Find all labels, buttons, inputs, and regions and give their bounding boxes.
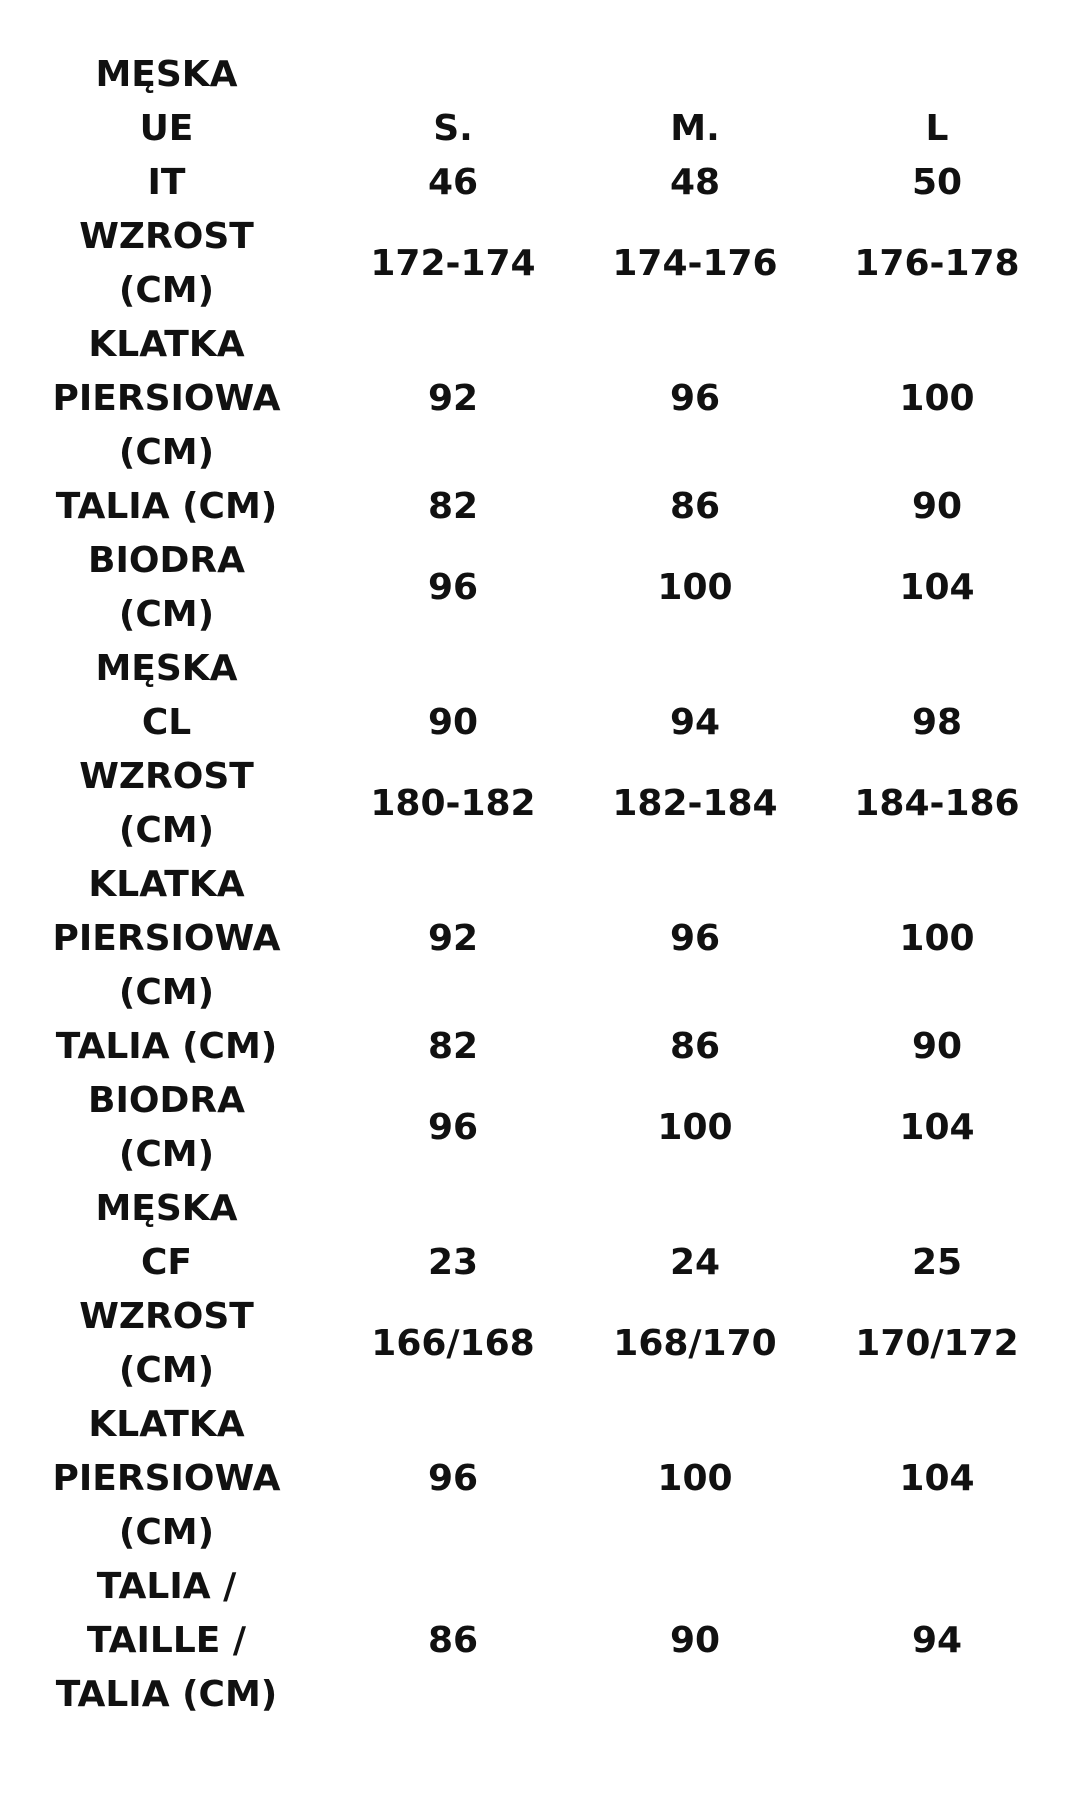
row-spacer: [1057, 210, 1080, 318]
row-spacer: [1057, 750, 1080, 858]
row-label: [0, 102, 333, 156]
row-label-line: CL: [141, 702, 192, 743]
cell-size-s: [333, 48, 573, 102]
table-row: [0, 1398, 1080, 1560]
row-label: [0, 318, 333, 480]
row-label-line: CF: [140, 1242, 192, 1283]
cell-size-s: 82: [427, 486, 479, 527]
row-spacer: [1057, 1074, 1080, 1182]
row-spacer: [1057, 858, 1080, 1020]
row-label: [0, 210, 333, 318]
cell-size-m: 100: [657, 1458, 733, 1499]
cell-size-m: [573, 48, 817, 102]
cell-size-m: 100: [657, 1107, 733, 1148]
cell-size-m: 48: [669, 162, 721, 203]
row-label-line: MĘSKA: [95, 1188, 238, 1229]
row-label-line: TALIA (CM): [55, 1026, 278, 1067]
table-row: [0, 318, 1080, 480]
cell-size-s: [333, 1182, 573, 1236]
table-row: [0, 1074, 1080, 1182]
cell-size-m: 100: [657, 567, 733, 608]
row-label: [0, 1020, 333, 1074]
row-spacer: [1057, 102, 1080, 156]
cell-size-s: 23: [427, 1242, 479, 1283]
cell-size-m: [573, 1182, 817, 1236]
table-row: [0, 480, 1080, 534]
row-label-line: TALIA (CM): [55, 486, 278, 527]
cell-size-l: [817, 642, 1057, 696]
cell-size-m: 96: [669, 378, 721, 419]
row-label: [0, 156, 333, 210]
row-label-line: WZROST: [79, 756, 254, 797]
cell-size-m: 168/170: [613, 1323, 777, 1364]
row-label-line: UE: [139, 108, 194, 149]
table-row: [0, 156, 1080, 210]
row-label-line: TAILLE /: [86, 1620, 247, 1661]
row-label-line: MĘSKA: [95, 54, 238, 95]
cell-size-l: 170/172: [855, 1323, 1019, 1364]
cell-size-m: 96: [669, 918, 721, 959]
cell-size-l: 50: [911, 162, 963, 203]
cell-size-l: 94: [911, 1620, 963, 1661]
cell-size-l: 104: [899, 567, 975, 608]
row-label-line: WZROST: [79, 216, 254, 257]
cell-size-s: 96: [427, 1458, 479, 1499]
row-label: [0, 1398, 333, 1560]
row-label-line: (CM): [118, 1512, 215, 1553]
row-label-line: (CM): [118, 1350, 215, 1391]
size-chart-body: [0, 48, 1080, 1722]
row-spacer: [1057, 1398, 1080, 1560]
cell-size-l: 90: [911, 1026, 963, 1067]
size-chart-table: [0, 48, 1080, 1722]
row-label-line: MĘSKA: [95, 648, 238, 689]
table-row: [0, 696, 1080, 750]
row-label: [0, 534, 333, 642]
row-label: [0, 1560, 333, 1722]
cell-size-l: L: [925, 108, 949, 149]
row-spacer: [1057, 1182, 1080, 1236]
cell-size-l: 104: [899, 1458, 975, 1499]
cell-size-s: 172-174: [370, 243, 536, 284]
row-label: [0, 1074, 333, 1182]
row-label-line: (CM): [118, 810, 215, 851]
cell-size-m: [573, 642, 817, 696]
row-label-line: KLATKA: [88, 864, 245, 905]
row-label: [0, 858, 333, 1020]
cell-size-s: 46: [427, 162, 479, 203]
row-spacer: [1057, 480, 1080, 534]
row-spacer: [1057, 642, 1080, 696]
cell-size-m: 86: [669, 1026, 721, 1067]
cell-size-m: 94: [669, 702, 721, 743]
row-label: [0, 48, 333, 102]
cell-size-s: [333, 642, 573, 696]
table-row: [0, 534, 1080, 642]
table-row: [0, 1560, 1080, 1722]
cell-size-s: S.: [433, 108, 473, 149]
row-label: [0, 642, 333, 696]
row-spacer: [1057, 1560, 1080, 1722]
cell-size-l: 90: [911, 486, 963, 527]
row-label-line: BIODRA: [88, 540, 245, 581]
row-label-line: (CM): [118, 972, 215, 1013]
table-row: [0, 642, 1080, 696]
row-label: [0, 480, 333, 534]
cell-size-s: 180-182: [370, 783, 536, 824]
row-spacer: [1057, 318, 1080, 480]
table-row: [0, 858, 1080, 1020]
cell-size-m: 174-176: [612, 243, 778, 284]
cell-size-l: [817, 48, 1057, 102]
row-label-line: PIERSIOWA: [52, 378, 281, 419]
row-spacer: [1057, 1236, 1080, 1290]
cell-size-s: 166/168: [371, 1323, 535, 1364]
cell-size-s: 82: [427, 1026, 479, 1067]
row-label-line: WZROST: [79, 1296, 254, 1337]
cell-size-l: 176-178: [854, 243, 1020, 284]
row-label-line: PIERSIOWA: [52, 1458, 281, 1499]
cell-size-s: 96: [427, 567, 479, 608]
table-row: [0, 48, 1080, 102]
cell-size-l: [817, 1182, 1057, 1236]
cell-size-l: 100: [899, 918, 975, 959]
row-label-line: IT: [147, 162, 186, 203]
table-row: [0, 1182, 1080, 1236]
table-row: [0, 1236, 1080, 1290]
table-row: [0, 102, 1080, 156]
cell-size-s: 86: [427, 1620, 479, 1661]
cell-size-l: 25: [911, 1242, 963, 1283]
row-label: [0, 1182, 333, 1236]
row-spacer: [1057, 48, 1080, 102]
row-label: [0, 1290, 333, 1398]
table-row: [0, 210, 1080, 318]
cell-size-s: 92: [427, 918, 479, 959]
cell-size-s: 92: [427, 378, 479, 419]
row-label-line: (CM): [118, 432, 215, 473]
row-label: [0, 750, 333, 858]
row-label-line: KLATKA: [88, 1404, 245, 1445]
row-spacer: [1057, 156, 1080, 210]
row-label: [0, 696, 333, 750]
table-row: [0, 1020, 1080, 1074]
cell-size-s: 96: [427, 1107, 479, 1148]
cell-size-m: 182-184: [612, 783, 778, 824]
row-label-line: BIODRA: [88, 1080, 245, 1121]
cell-size-l: 104: [899, 1107, 975, 1148]
row-label-line: (CM): [118, 594, 215, 635]
table-row: [0, 1290, 1080, 1398]
row-label: [0, 1236, 333, 1290]
cell-size-m: 86: [669, 486, 721, 527]
row-spacer: [1057, 1020, 1080, 1074]
cell-size-l: 100: [899, 378, 975, 419]
row-label-line: PIERSIOWA: [52, 918, 281, 959]
cell-size-m: 24: [669, 1242, 721, 1283]
row-spacer: [1057, 696, 1080, 750]
cell-size-m: M.: [670, 108, 720, 149]
row-label-line: TALIA /: [96, 1566, 237, 1607]
cell-size-s: 90: [427, 702, 479, 743]
row-label-line: TALIA (CM): [55, 1674, 278, 1715]
row-label-line: KLATKA: [88, 324, 245, 365]
row-label-line: (CM): [118, 1134, 215, 1175]
cell-size-l: 98: [911, 702, 963, 743]
cell-size-l: 184-186: [854, 783, 1020, 824]
row-spacer: [1057, 534, 1080, 642]
row-label-line: (CM): [118, 270, 215, 311]
table-row: [0, 750, 1080, 858]
cell-size-m: 90: [669, 1620, 721, 1661]
row-spacer: [1057, 1290, 1080, 1398]
